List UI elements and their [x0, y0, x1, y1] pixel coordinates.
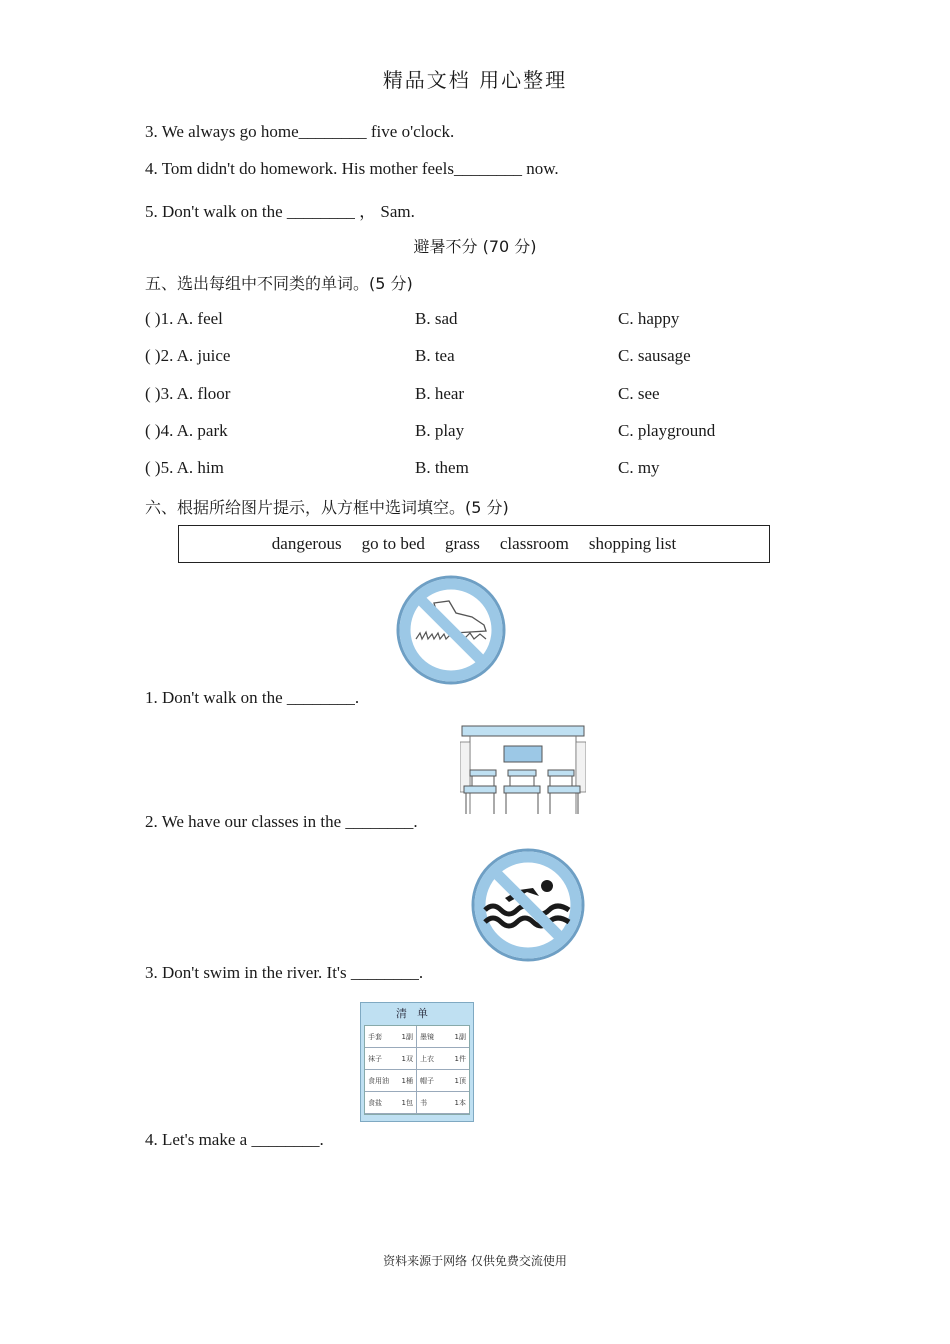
list-cell: 上衣 1件 — [417, 1048, 469, 1070]
option-a: ( )5. A. him — [145, 458, 224, 477]
option-b: B. play — [415, 421, 465, 440]
no-swimming-icon — [469, 846, 587, 964]
word-bank-item: shopping list — [588, 534, 677, 553]
option-b: B. sad — [415, 309, 458, 328]
section-6-question-4: 4. Let's make a ________. — [145, 1130, 324, 1149]
option-a: ( )4. A. park — [145, 421, 228, 440]
page-header: 精品文档 用心整理 — [382, 68, 568, 92]
list-cell: 书 1本 — [417, 1092, 469, 1114]
option-b: B. them — [415, 458, 469, 477]
option-c: C. happy — [618, 309, 680, 328]
option-a: ( )1. A. feel — [145, 309, 223, 328]
word-bank-item: grass — [444, 534, 480, 553]
list-title: 清单 — [396, 1007, 438, 1020]
word-bank-item: dangerous — [271, 534, 342, 553]
word-bank-box — [178, 525, 770, 563]
option-c: C. sausage — [618, 346, 691, 365]
question-4-3: 3. We always go home________ five o'clock. — [145, 122, 455, 141]
section-5-question-1 — [145, 309, 845, 333]
list-cell: 墨镜 1副 — [417, 1026, 469, 1048]
classroom-icon — [460, 724, 586, 816]
question-4-4: 4. Tom didn't do homework. His mother feels________ now. — [145, 159, 559, 178]
list-cell: 食用油 1桶 — [365, 1070, 417, 1092]
list-cell: 袜子 1双 — [365, 1048, 417, 1070]
section-5-question-4 — [145, 421, 845, 445]
option-a: ( )2. A. juice — [145, 346, 231, 365]
no-walking-on-grass-icon — [394, 573, 508, 687]
word-bank-item: go to bed — [361, 534, 425, 553]
option-c: C. my — [618, 458, 660, 477]
part-title: 避暑不分 (70 分) — [413, 237, 537, 256]
section-6-question-3: 3. Don't swim in the river. It's ________. — [145, 963, 424, 982]
section-6-question-2: 2. We have our classes in the ________. — [145, 812, 418, 831]
list-cell: 手套 1副 — [365, 1026, 417, 1048]
section-5-title: 五、选出每组中不同类的单词。(5 分) — [145, 274, 413, 293]
option-c: C. playground — [618, 421, 716, 440]
section-5-question-2 — [145, 346, 845, 370]
section-5-question-5 — [145, 458, 845, 482]
list-table — [364, 1025, 470, 1115]
section-6-title: 六、根据所给图片提示，从方框中选词填空。(5 分) — [145, 498, 509, 517]
question-4-5: 5. Don't walk on the ________ ， Sam. — [145, 202, 415, 221]
section-6-question-1: 1. Don't walk on the ________. — [145, 688, 360, 707]
option-a: ( )3. A. floor — [145, 384, 231, 403]
option-b: B. tea — [415, 346, 455, 365]
option-b: B. hear — [415, 384, 465, 403]
word-bank-item: classroom — [499, 534, 569, 553]
option-c: C. see — [618, 384, 660, 403]
section-5-question-3 — [145, 384, 845, 408]
list-cell: 食盐 1包 — [365, 1092, 417, 1114]
shopping-list-icon — [360, 1002, 474, 1122]
page-footer: 资料来源于网络 仅供免费交流使用 — [383, 1254, 567, 1268]
list-cell: 帽子 1顶 — [417, 1070, 469, 1092]
